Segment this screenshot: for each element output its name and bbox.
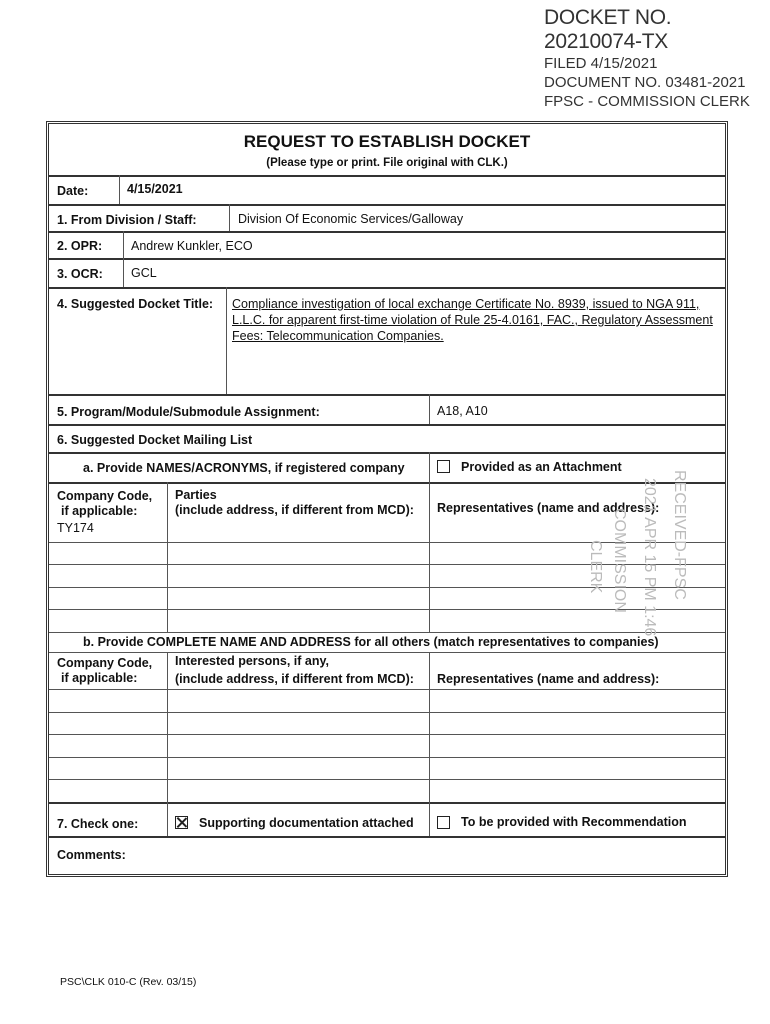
comments-label: Comments: bbox=[57, 848, 126, 862]
document-number: DOCUMENT NO. 03481-2021 bbox=[544, 74, 746, 91]
supporting-docs-label: Supporting documentation attached bbox=[199, 816, 414, 830]
parties-label: Parties bbox=[175, 488, 217, 502]
date-label: Date: bbox=[57, 184, 89, 198]
recommendation-checkbox[interactable] bbox=[437, 816, 450, 829]
parties-sub-label: (include address, if different from MCD): bbox=[175, 503, 414, 517]
interested-persons-sub-label: (include address, if different from MCD): bbox=[175, 672, 414, 686]
company-code-label: Company Code, bbox=[57, 489, 153, 503]
date-value: 4/15/2021 bbox=[127, 182, 183, 196]
from-division-value: Division Of Economic Services/Galloway bbox=[238, 212, 464, 226]
attachment-checkbox[interactable] bbox=[437, 460, 450, 473]
received-stamp-line4: CLERK bbox=[587, 540, 604, 594]
check-one-label: 7. Check one: bbox=[57, 817, 139, 831]
filed-date: FILED 4/15/2021 bbox=[544, 55, 658, 72]
b-representatives-label: Representatives (name and address): bbox=[437, 672, 660, 686]
program-value: A18, A10 bbox=[437, 404, 488, 418]
section-a-label: a. Provide NAMES/ACRONYMS, if registered company bbox=[83, 461, 405, 475]
docket-stamp bbox=[544, 6, 758, 111]
docket-number: DOCKET NO. 20210074-TX bbox=[544, 6, 672, 53]
commission-clerk: FPSC - COMMISSION CLERK bbox=[544, 93, 750, 110]
docket-title-value: Compliance investigation of local exchange Certificate No. 8939, issued to NGA 911, L.L.C. for apparent first-time violation of Rule 25-4.0161, FAC., Regulatory Assessment Fees: Telecommunication Companies. bbox=[232, 297, 713, 343]
representatives-label: Representatives (name and address): bbox=[437, 501, 660, 515]
company-code-value: TY174 bbox=[57, 521, 94, 535]
section-b-label: b. Provide COMPLETE NAME AND ADDRESS for all others (match representatives to companies) bbox=[83, 635, 659, 649]
received-stamp-line2: 2021 APR 15 PM 1:46 bbox=[641, 478, 658, 637]
opr-label: 2. OPR: bbox=[57, 239, 103, 253]
form-subtitle: (Please type or print. File original with CLK.) bbox=[266, 157, 508, 169]
received-stamp-line3: COMMISSION bbox=[611, 508, 628, 613]
mailing-list-label: 6. Suggested Docket Mailing List bbox=[57, 433, 253, 447]
interested-persons-label: Interested persons, if any, bbox=[175, 654, 329, 668]
from-division-label: 1. From Division / Staff: bbox=[57, 213, 197, 227]
docket-title-label: 4. Suggested Docket Title: bbox=[57, 297, 214, 311]
received-stamp-line1: RECEIVED-FPSC bbox=[671, 470, 688, 600]
ocr-value: GCL bbox=[131, 266, 157, 280]
b-company-code-label: Company Code, bbox=[57, 656, 153, 670]
received-stamp bbox=[587, 470, 720, 660]
b-company-code-label-2: if applicable: bbox=[61, 671, 138, 685]
ocr-label: 3. OCR: bbox=[57, 267, 103, 281]
form-footer: PSC\CLK 010-C (Rev. 03/15) bbox=[60, 976, 197, 988]
form-title: REQUEST TO ESTABLISH DOCKET bbox=[243, 132, 531, 151]
opr-value: Andrew Kunkler, ECO bbox=[131, 239, 253, 253]
attachment-label: Provided as an Attachment bbox=[461, 460, 622, 474]
recommendation-label: To be provided with Recommendation bbox=[461, 815, 687, 829]
company-code-label-2: if applicable: bbox=[61, 504, 138, 518]
supporting-docs-checkbox[interactable] bbox=[175, 816, 188, 829]
program-label: 5. Program/Module/Submodule Assignment: bbox=[57, 405, 320, 419]
